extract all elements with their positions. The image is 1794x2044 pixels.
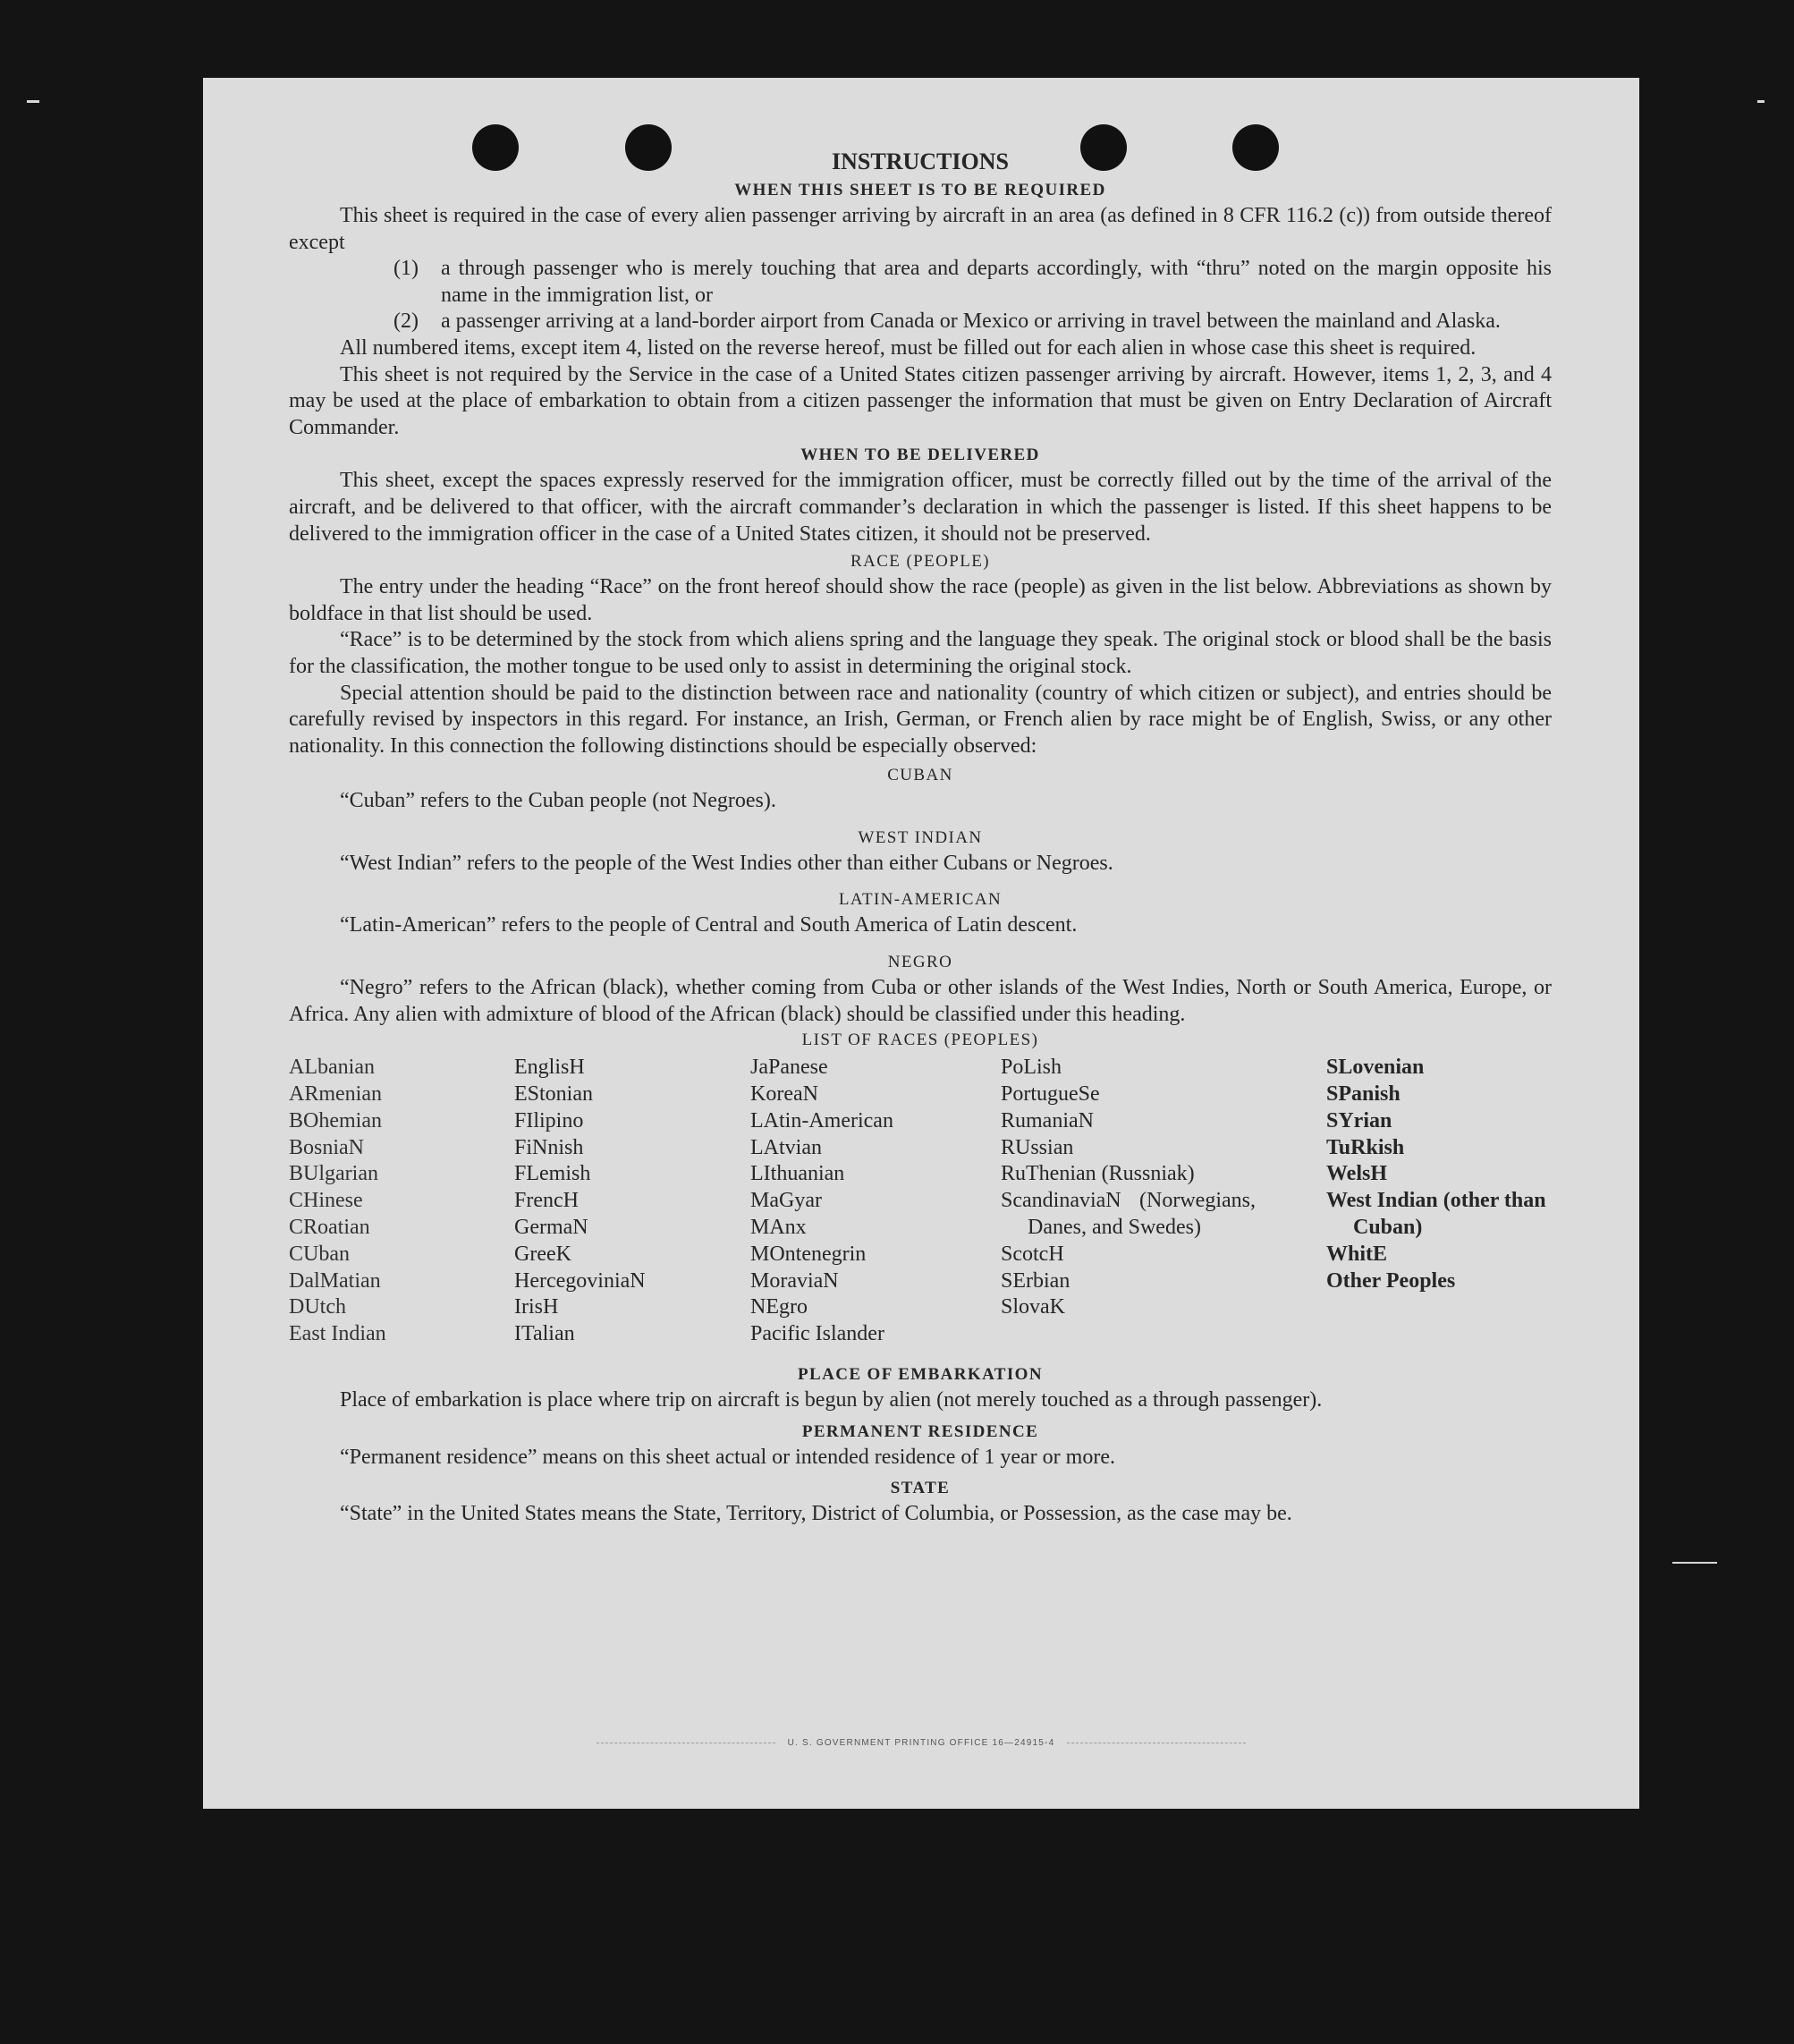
race-item: MOntenegrin (750, 1242, 867, 1266)
race-item: EStonian (514, 1082, 593, 1107)
race-item: BUlgarian (289, 1162, 378, 1186)
race-item: CHinese (289, 1189, 363, 1213)
race-item: FIlipino (514, 1108, 584, 1132)
races-list (289, 1055, 1552, 1361)
heading-latin-american: LATIN-AMERICAN (838, 890, 1003, 910)
race-item: East Indian (289, 1322, 386, 1346)
printer-imprint (203, 1738, 1639, 1748)
races-column-1 (289, 1055, 504, 1348)
heading-place-of-embarkation: PLACE OF EMBARKATION (798, 1365, 1043, 1385)
race-item: SlovaK (1001, 1295, 1065, 1319)
paragraph: “Latin-American” refers to the people of Central and South America of Latin descent. (340, 913, 1078, 937)
race-item: SPanish (1326, 1082, 1401, 1107)
list-item (393, 309, 1552, 335)
race-item: FLemish (514, 1162, 591, 1186)
race-item: GreeK (514, 1242, 571, 1266)
item-number: (2) (393, 310, 419, 334)
heading-list-of-races: LIST OF RACES (PEOPLES) (801, 1030, 1039, 1050)
paragraph: “Cuban” refers to the Cuban people (not Negroes). (340, 789, 776, 813)
heading-when-required: WHEN THIS SHEET IS TO BE REQUIRED (734, 181, 1106, 199)
paragraph: “State” in the United States means the State, Territory, District of Columbia, or Possession, as the case may be. (340, 1502, 1292, 1526)
race-item: GermaN (514, 1216, 588, 1240)
list-item (393, 256, 1552, 309)
race-item: JaPanese (750, 1056, 828, 1080)
race-item: MAnx (750, 1216, 807, 1240)
paragraph: This sheet is not required by the Service in the case of a United States citizen passenger arriving by aircraft. However, items 1, 2, 3, and 4 may be used at the place of embarkation to obtain from a citizen passenger the information that must be given on Entry Declaration of Aircraft Commander. (289, 362, 1552, 439)
page-title: INSTRUCTIONS (832, 148, 1009, 174)
paragraph: “Race” is to be determined by the stock from which aliens spring and the language they speak. The original stock or blood shall be the basis for the classification, the mother tongue to be used only to assist in determining the original stock. (289, 628, 1552, 678)
heading-state: STATE (890, 1479, 951, 1498)
heading-race: RACE (PEOPLE) (850, 552, 990, 572)
races-column-4 (1001, 1055, 1256, 1321)
race-item: HercegoviniaN (514, 1268, 646, 1293)
race-item: DUtch (289, 1295, 346, 1319)
race-item: RUssian (1001, 1135, 1074, 1159)
race-item: IrisH (514, 1295, 559, 1319)
races-column-3 (750, 1055, 983, 1348)
race-item: West Indian (other than Cuban) (1326, 1189, 1546, 1240)
paragraph: This sheet is required in the case of every alien passenger arriving by aircraft in an area (as defined in 8 CFR 116.2 (c)) from outside thereof except (289, 204, 1552, 254)
race-item: Pacific Islander (750, 1322, 884, 1346)
paragraph: This sheet, except the spaces expressly reserved for the immigration officer, must be correctly filled out by the time of the arrival of the aircraft, and be delivered to that officer, with the aircraft commander’s declaration in which the passenger is listed. If this sheet happens to be delivered to the immigration officer in the case of a United States citizen, it should not be preserved. (289, 469, 1552, 546)
scan-artifact (1757, 100, 1764, 103)
race-item: KoreaN (750, 1082, 818, 1107)
paragraph: All numbered items, except item 4, listed on the reverse hereof, must be filled out for each alien in whose case this sheet is required. (340, 335, 1477, 360)
race-item: WhitE (1326, 1242, 1388, 1266)
scan-artifact (1672, 1562, 1717, 1564)
race-item: Other Peoples (1326, 1268, 1456, 1293)
race-item: EnglisH (514, 1056, 585, 1080)
printer-imprint-text: U. S. GOVERNMENT PRINTING OFFICE 16—24915-4 (787, 1738, 1055, 1748)
race-item: NEgro (750, 1295, 808, 1319)
item-text: a passenger arriving at a land-border airport from Canada or Mexico or arriving in travel between the mainland and Alaska. (441, 310, 1501, 334)
race-item: CUban (289, 1242, 350, 1266)
race-item: DalMatian (289, 1268, 381, 1293)
heading-cuban: CUBAN (887, 766, 953, 785)
race-item: BosniaN (289, 1135, 364, 1159)
heading-when-delivered: WHEN TO BE DELIVERED (800, 445, 1040, 465)
race-item: BOhemian (289, 1108, 382, 1132)
scan-artifact (27, 100, 39, 103)
instructions-content (289, 148, 1552, 1528)
race-item: MoraviaN (750, 1268, 839, 1293)
race-item: LIthuanian (750, 1162, 845, 1186)
paragraph: “West Indian” refers to the people of the West Indies other than either Cubans or Negroes. (340, 851, 1113, 875)
race-item: SYrian (1326, 1108, 1392, 1132)
item-text: a through passenger who is merely touching that area and departs accordingly, with “thru” noted on the margin opposite his name in the immigration list, or (441, 257, 1552, 307)
race-item: ITalian (514, 1322, 575, 1346)
race-item: SErbian (1001, 1268, 1070, 1293)
race-item: CRoatian (289, 1216, 370, 1240)
race-item: LAtvian (750, 1135, 822, 1159)
race-item: PortugueSe (1001, 1082, 1100, 1107)
race-item: RumaniaN (1001, 1108, 1094, 1132)
race-item: SLovenian (1326, 1056, 1425, 1080)
paragraph: Special attention should be paid to the distinction between race and nationality (country of which citizen or subject), and entries should be carefully revised by inspectors in this regard. For instance, an Irish, German, or French alien by race might be of English, Swiss, or any other nationality. In this connection the following distinctions should be especially observed: (289, 681, 1552, 758)
document-sheet (203, 78, 1639, 1809)
paragraph: Place of embarkation is place where trip on aircraft is begun by alien (not merely touched as a through passenger). (340, 1388, 1323, 1412)
race-item: LAtin-American (750, 1108, 893, 1132)
heading-negro: NEGRO (887, 953, 953, 972)
race-item: TuRkish (1326, 1135, 1405, 1159)
race-item: FrencH (514, 1189, 579, 1213)
race-item: ARmenian (289, 1082, 382, 1107)
paragraph: The entry under the heading “Race” on the front hereof should show the race (people) as given in the list below. Abbreviations as shown by boldface in that list should be used. (289, 575, 1552, 625)
race-item: MaGyar (750, 1189, 822, 1213)
paragraph: “Negro” refers to the African (black), whether coming from Cuba or other islands of the West Indies, North or South America, Europe, or Africa. Any alien with admixture of blood of the African (black) should be classified under this heading. (289, 976, 1552, 1026)
race-item: ScandinaviaN (Norwegians, Danes, and Swedes) (1001, 1189, 1256, 1240)
races-column-2 (514, 1055, 729, 1348)
race-item: ScotcH (1001, 1242, 1064, 1266)
race-item: ALbanian (289, 1056, 375, 1080)
race-item: WelsH (1326, 1162, 1388, 1186)
heading-west-indian: WEST INDIAN (858, 827, 983, 847)
races-column-5 (1326, 1055, 1559, 1294)
race-item: PoLish (1001, 1056, 1062, 1080)
paragraph: “Permanent residence” means on this sheet actual or intended residence of 1 year or more. (340, 1445, 1115, 1469)
item-number: (1) (393, 257, 419, 281)
race-item: FiNnish (514, 1135, 584, 1159)
race-item: RuThenian (Russniak) (1001, 1162, 1195, 1186)
heading-permanent-residence: PERMANENT RESIDENCE (801, 1421, 1039, 1441)
